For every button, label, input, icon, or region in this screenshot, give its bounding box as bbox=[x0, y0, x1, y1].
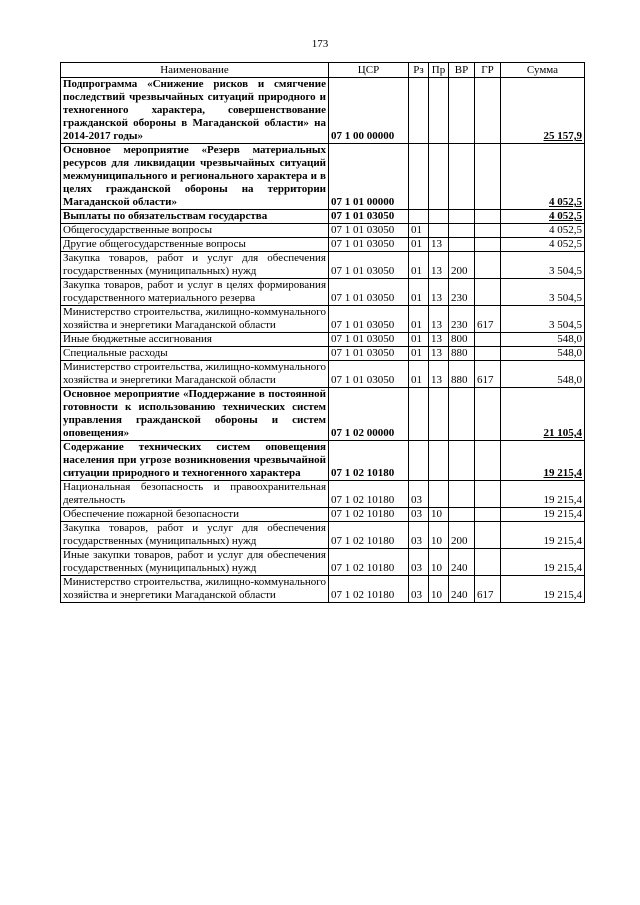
row-gr bbox=[475, 252, 501, 279]
row-rz: 01 bbox=[409, 224, 429, 238]
row-pr bbox=[429, 224, 449, 238]
table-row bbox=[61, 481, 585, 508]
row-sum: 4 052,5 bbox=[501, 144, 585, 210]
table-row bbox=[61, 333, 585, 347]
row-rz: 01 bbox=[409, 252, 429, 279]
row-name: Специальные расходы bbox=[61, 347, 329, 361]
header-name: Наименование bbox=[61, 63, 329, 78]
row-name: Обеспечение пожарной безопасности bbox=[61, 508, 329, 522]
table-row bbox=[61, 210, 585, 224]
row-name: Министерство строительства, жилищно-коммунального хозяйства и энергетики Магаданской области bbox=[61, 361, 329, 388]
row-rz: 01 bbox=[409, 347, 429, 361]
table-row bbox=[61, 224, 585, 238]
row-gr bbox=[475, 388, 501, 441]
row-pr: 10 bbox=[429, 508, 449, 522]
table-row bbox=[61, 306, 585, 333]
row-rz: 03 bbox=[409, 576, 429, 603]
row-pr bbox=[429, 388, 449, 441]
row-gr bbox=[475, 481, 501, 508]
row-gr bbox=[475, 522, 501, 549]
table-row bbox=[61, 252, 585, 279]
row-csr: 07 1 02 10180 bbox=[329, 481, 409, 508]
row-csr: 07 1 02 10180 bbox=[329, 576, 409, 603]
row-gr bbox=[475, 238, 501, 252]
table-row bbox=[61, 361, 585, 388]
row-gr bbox=[475, 333, 501, 347]
row-vr bbox=[449, 441, 475, 481]
table-row bbox=[61, 508, 585, 522]
row-rz bbox=[409, 78, 429, 144]
row-vr bbox=[449, 508, 475, 522]
row-csr: 07 1 02 10180 bbox=[329, 549, 409, 576]
table-body bbox=[61, 78, 585, 603]
row-csr: 07 1 02 10180 bbox=[329, 441, 409, 481]
row-pr: 13 bbox=[429, 347, 449, 361]
row-sum: 4 052,5 bbox=[501, 238, 585, 252]
row-rz bbox=[409, 210, 429, 224]
row-name: Общегосударственные вопросы bbox=[61, 224, 329, 238]
row-name: Иные бюджетные ассигнования bbox=[61, 333, 329, 347]
row-sum: 21 105,4 bbox=[501, 388, 585, 441]
row-csr: 07 1 01 03050 bbox=[329, 306, 409, 333]
page-number: 173 bbox=[311, 38, 329, 50]
row-vr: 230 bbox=[449, 306, 475, 333]
row-sum: 19 215,4 bbox=[501, 441, 585, 481]
row-csr: 07 1 02 10180 bbox=[329, 508, 409, 522]
row-gr bbox=[475, 441, 501, 481]
row-vr: 240 bbox=[449, 576, 475, 603]
row-name: Национальная безопасность и правоохранительная деятельность bbox=[61, 481, 329, 508]
row-name: Основное мероприятие «Поддержание в постоянной готовности к использованию технических систем управления гражданской обороны и систем оповещения» bbox=[61, 388, 329, 441]
row-gr bbox=[475, 508, 501, 522]
row-csr: 07 1 01 03050 bbox=[329, 347, 409, 361]
row-sum: 548,0 bbox=[501, 347, 585, 361]
row-gr bbox=[475, 224, 501, 238]
row-gr: 617 bbox=[475, 361, 501, 388]
table-row bbox=[61, 347, 585, 361]
row-name: Основное мероприятие «Резерв материальных ресурсов для ликвидации чрезвычайных ситуаций межмуниципального и регионального характера и в целях гражданской обороны на территории Магаданской области» bbox=[61, 144, 329, 210]
row-pr bbox=[429, 144, 449, 210]
table-row bbox=[61, 144, 585, 210]
row-name: Содержание технических систем оповещения населения при угрозе возникновения чрезвычайной ситуации природного и техногенного характера bbox=[61, 441, 329, 481]
row-rz: 03 bbox=[409, 481, 429, 508]
row-vr: 240 bbox=[449, 549, 475, 576]
table-row bbox=[61, 238, 585, 252]
row-pr bbox=[429, 441, 449, 481]
row-vr: 200 bbox=[449, 252, 475, 279]
header-gr: ГР bbox=[475, 63, 501, 78]
row-pr bbox=[429, 210, 449, 224]
table-row bbox=[61, 279, 585, 306]
row-rz: 01 bbox=[409, 238, 429, 252]
row-rz: 01 bbox=[409, 333, 429, 347]
row-name: Другие общегосударственные вопросы bbox=[61, 238, 329, 252]
row-pr: 10 bbox=[429, 576, 449, 603]
row-pr: 13 bbox=[429, 306, 449, 333]
row-sum: 19 215,4 bbox=[501, 508, 585, 522]
table-row bbox=[61, 576, 585, 603]
row-sum: 19 215,4 bbox=[501, 481, 585, 508]
row-sum: 548,0 bbox=[501, 333, 585, 347]
row-name: Закупка товаров, работ и услуг для обеспечения государственных (муниципальных) нужд bbox=[61, 252, 329, 279]
row-vr: 230 bbox=[449, 279, 475, 306]
header-rz: Рз bbox=[409, 63, 429, 78]
header-pr: Пр bbox=[429, 63, 449, 78]
row-name: Министерство строительства, жилищно-коммунального хозяйства и энергетики Магаданской области bbox=[61, 306, 329, 333]
row-csr: 07 1 02 10180 bbox=[329, 522, 409, 549]
row-rz: 01 bbox=[409, 361, 429, 388]
row-name: Иные закупки товаров, работ и услуг для обеспечения государственных (муниципальных) нужд bbox=[61, 549, 329, 576]
row-sum: 25 157,9 bbox=[501, 78, 585, 144]
row-rz: 03 bbox=[409, 508, 429, 522]
row-name: Закупка товаров, работ и услуг в целях формирования государственного материального резерва bbox=[61, 279, 329, 306]
header-vr: ВР bbox=[449, 63, 475, 78]
row-csr: 07 1 01 03050 bbox=[329, 210, 409, 224]
row-vr bbox=[449, 238, 475, 252]
row-rz: 03 bbox=[409, 549, 429, 576]
row-pr: 13 bbox=[429, 252, 449, 279]
row-vr bbox=[449, 481, 475, 508]
row-gr bbox=[475, 144, 501, 210]
row-gr bbox=[475, 78, 501, 144]
header-csr: ЦСР bbox=[329, 63, 409, 78]
row-vr: 800 bbox=[449, 333, 475, 347]
row-pr: 13 bbox=[429, 333, 449, 347]
row-rz: 01 bbox=[409, 306, 429, 333]
row-csr: 07 1 00 00000 bbox=[329, 78, 409, 144]
row-sum: 548,0 bbox=[501, 361, 585, 388]
row-pr: 10 bbox=[429, 522, 449, 549]
row-gr bbox=[475, 347, 501, 361]
table-row bbox=[61, 441, 585, 481]
row-csr: 07 1 01 03050 bbox=[329, 252, 409, 279]
row-gr bbox=[475, 210, 501, 224]
row-csr: 07 1 01 03050 bbox=[329, 224, 409, 238]
table-row bbox=[61, 388, 585, 441]
row-csr: 07 1 01 03050 bbox=[329, 238, 409, 252]
row-vr bbox=[449, 388, 475, 441]
row-name: Закупка товаров, работ и услуг для обеспечения государственных (муниципальных) нужд bbox=[61, 522, 329, 549]
row-csr: 07 1 02 00000 bbox=[329, 388, 409, 441]
row-vr: 880 bbox=[449, 361, 475, 388]
row-csr: 07 1 01 00000 bbox=[329, 144, 409, 210]
table-row bbox=[61, 549, 585, 576]
row-name: Подпрограмма «Снижение рисков и смягчение последствий чрезвычайных ситуаций природного и техногенного характера, совершенствование гражданской обороны в Магаданской области» на 2014-2017 годы» bbox=[61, 78, 329, 144]
row-csr: 07 1 01 03050 bbox=[329, 333, 409, 347]
row-pr: 13 bbox=[429, 361, 449, 388]
row-pr: 10 bbox=[429, 549, 449, 576]
row-vr bbox=[449, 144, 475, 210]
row-vr bbox=[449, 78, 475, 144]
row-pr bbox=[429, 78, 449, 144]
row-sum: 4 052,5 bbox=[501, 210, 585, 224]
row-vr: 880 bbox=[449, 347, 475, 361]
row-vr bbox=[449, 210, 475, 224]
row-gr bbox=[475, 549, 501, 576]
row-rz: 01 bbox=[409, 279, 429, 306]
budget-table bbox=[60, 62, 585, 603]
row-gr: 617 bbox=[475, 306, 501, 333]
row-vr: 200 bbox=[449, 522, 475, 549]
row-sum: 4 052,5 bbox=[501, 224, 585, 238]
row-csr: 07 1 01 03050 bbox=[329, 361, 409, 388]
row-rz bbox=[409, 388, 429, 441]
row-sum: 19 215,4 bbox=[501, 576, 585, 603]
row-name: Министерство строительства, жилищно-коммунального хозяйства и энергетики Магаданской области bbox=[61, 576, 329, 603]
row-gr: 617 bbox=[475, 576, 501, 603]
row-sum: 3 504,5 bbox=[501, 279, 585, 306]
row-csr: 07 1 01 03050 bbox=[329, 279, 409, 306]
row-pr bbox=[429, 481, 449, 508]
row-sum: 3 504,5 bbox=[501, 252, 585, 279]
row-pr: 13 bbox=[429, 279, 449, 306]
row-vr bbox=[449, 224, 475, 238]
row-sum: 19 215,4 bbox=[501, 549, 585, 576]
row-gr bbox=[475, 279, 501, 306]
row-sum: 3 504,5 bbox=[501, 306, 585, 333]
row-pr: 13 bbox=[429, 238, 449, 252]
table-header-row bbox=[61, 63, 585, 78]
row-sum: 19 215,4 bbox=[501, 522, 585, 549]
row-rz bbox=[409, 441, 429, 481]
header-sum: Сумма bbox=[501, 63, 585, 78]
row-rz: 03 bbox=[409, 522, 429, 549]
table-row bbox=[61, 78, 585, 144]
row-rz bbox=[409, 144, 429, 210]
table-row bbox=[61, 522, 585, 549]
row-name: Выплаты по обязательствам государства bbox=[61, 210, 329, 224]
